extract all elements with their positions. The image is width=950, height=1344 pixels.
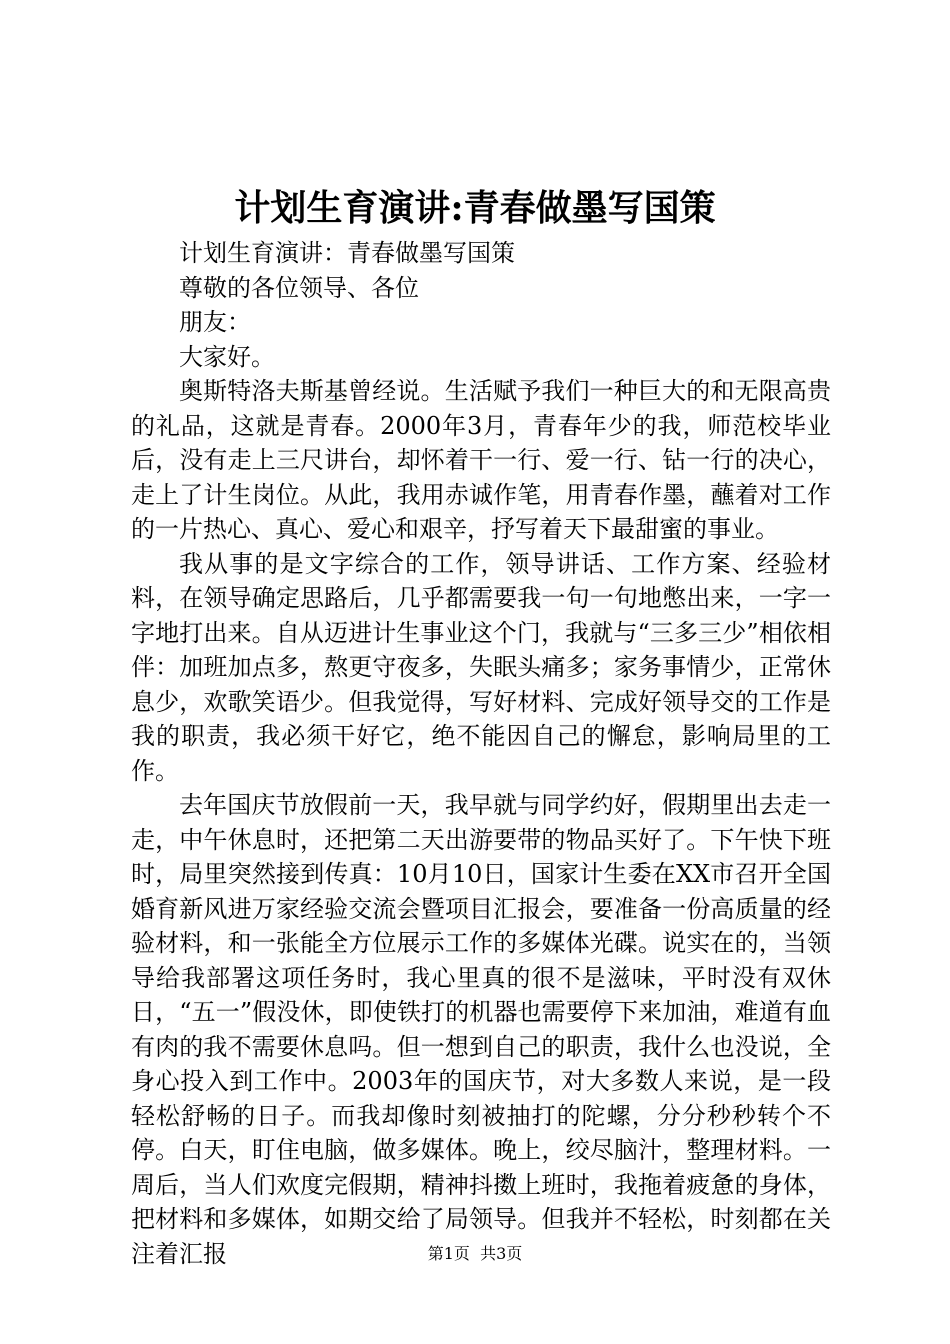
- page-footer: [0, 1243, 950, 1265]
- page-number: 第1页 共3页: [427, 1244, 523, 1263]
- body-paragraph: 奥斯特洛夫斯基曾经说。生活赋予我们一种巨大的和无限高贵的礼品，这就是青春。2000年3月，青春年少的我，师范校毕业后，没有走上三尺讲台，却怀着干一行、爱一行、钻一行的决心，走上了计生岗位。从此，我用赤诚作笔，用青春作墨，蘸着对工作的一片热心、真心、爱心和艰辛，抒写着天下最甜蜜的事业。: [131, 377, 831, 543]
- body-paragraph: 计划生育演讲：青春做墨写国策: [179, 239, 515, 267]
- body-paragraph: 去年国庆节放假前一天，我早就与同学约好，假期里出去走一走，中午休息时，还把第二天出游要带的物品买好了。下午快下班时，局里突然接到传真：10月10日，国家计生委在XX市召开全国婚育新风进万家经验交流会暨项目汇报会，要准备一份高质量的经验材料，和一张能全方位展示工作的多媒体光碟。说实在的，当领导给我部署这项任务时，我心里真的很不是滋味，平时没有双休日，“五一”假没休，即使铁打的机器也需要停下来加油，难道有血有肉的我不需要休息吗。但一想到自己的职责，我什么也没说，全身心投入到工作中。2003年的国庆节，对大多数人来说，是一段轻松舒畅的日子。而我却像时刻被抽打的陀螺，分分秒秒转个不停。白天，盯住电脑，做多媒体。晚上，绞尽脑汁，整理材料。一周后，当人们欢度完假期，精神抖擞上班时，我拖着疲惫的身体，把材料和多媒体，如期交给了局领导。但我并不轻松，时刻都在关注着汇报: [131, 791, 831, 1268]
- body-paragraph: 大家好。: [179, 342, 275, 371]
- body-paragraph: 尊敬的各位领导、各位: [179, 273, 419, 302]
- body-paragraph: 我从事的是文字综合的工作，领导讲话、工作方案、经验材料，在领导确定思路后，几乎都需要我一句一句地憋出来，一字一字地打出来。自从迈进计生事业这个门，我就与“三多三少”相依相伴：加班加点多，熬更守夜多，失眠头痛多；家务事情少，正常休息少，欢歌笑语少。但我觉得，写好材料、完成好领导交的工作是我的职责，我必须干好它，绝不能因自己的懈怠，影响局里的工作。: [131, 549, 831, 785]
- document-title: 计划生育演讲:青春做墨写国策: [234, 187, 716, 229]
- body-paragraph: 朋友：: [179, 308, 251, 336]
- document-body: [131, 236, 831, 1271]
